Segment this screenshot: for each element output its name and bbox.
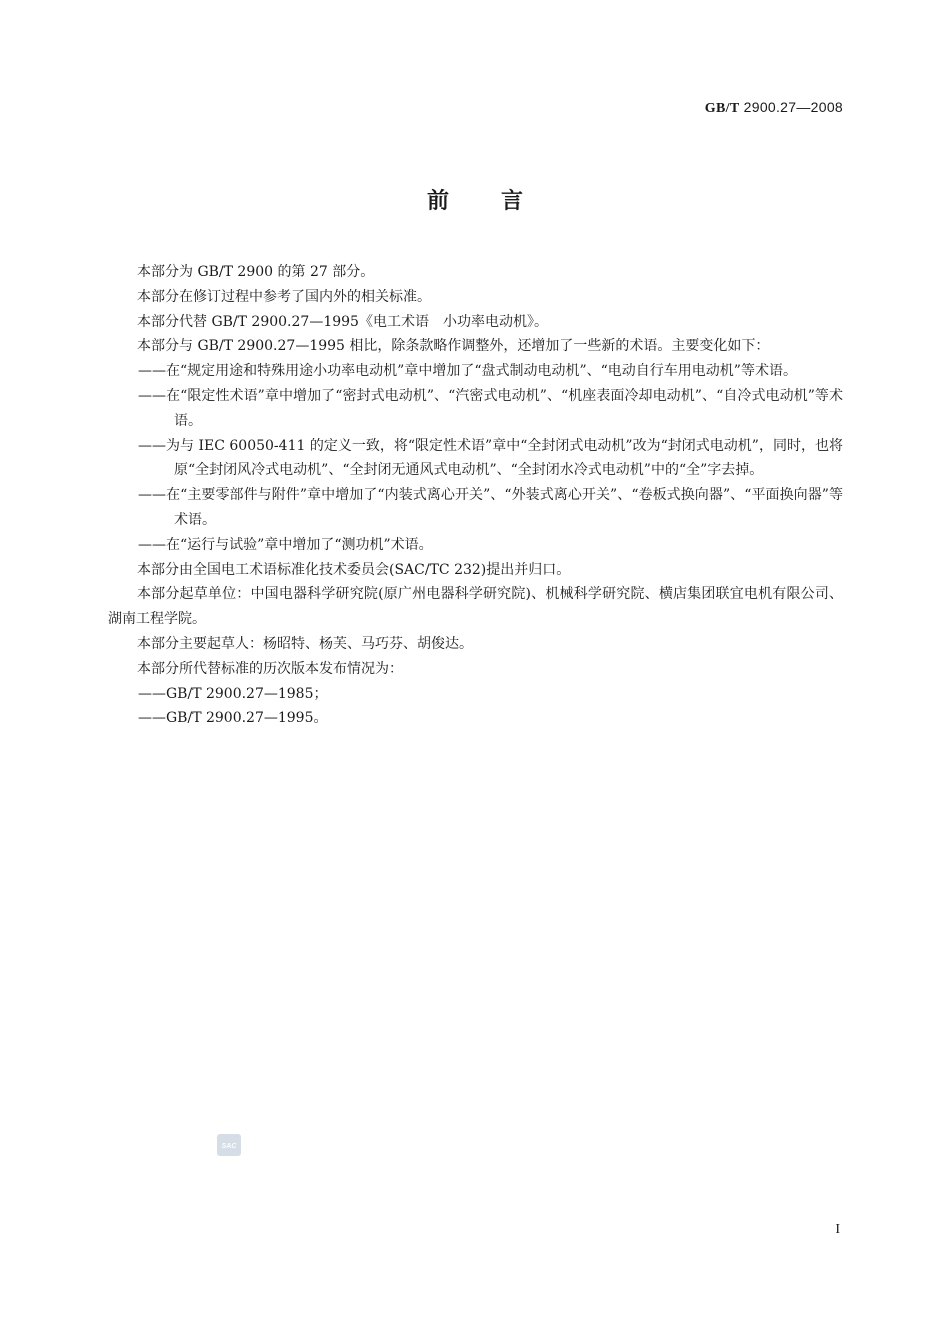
document-header bbox=[705, 99, 843, 117]
paragraph: 本部分所代替标准的历次版本发布情况为： bbox=[137, 660, 403, 677]
standard-code: GB/T bbox=[704, 101, 740, 116]
change-item: ——在“限定性术语”章中增加了“密封式电动机”、“汽密式电动机”、“机座表面冷却电动机”、“自冷式电动机”等术语。 bbox=[138, 387, 843, 429]
paragraph: 本部分主要起草人：杨昭特、杨芙、马巧芬、胡俊达。 bbox=[137, 635, 473, 652]
paragraph: 本部分与 GB/T 2900.27—1995 相比，除条款略作调整外，还增加了一些新的术语。主要变化如下： bbox=[137, 338, 770, 355]
foreword-body bbox=[108, 260, 843, 731]
standard-number: 2900.27—2008 bbox=[739, 99, 843, 115]
page-title: 前言 bbox=[426, 189, 575, 214]
change-item: ——在“规定用途和特殊用途小功率电动机”章中增加了“盘式制动电动机”、“电动自行车用电动机”等术语。 bbox=[138, 363, 797, 380]
change-item: ——为与 IEC 60050-411 的定义一致，将“限定性术语”章中“全封闭式电动机”改为“封闭式电动机”，同时，也将原“全封闭风冷式电动机”、“全封闭无通风式电动机”、“全封闭水冷式电动机”中的“全”字去掉。 bbox=[138, 437, 843, 479]
paragraph: 本部分代替 GB/T 2900.27—1995《电工术语 小功率电动机》。 bbox=[137, 313, 548, 330]
paragraph: 本部分由全国电工术语标准化技术委员会(SAC/TC 232)提出并归口。 bbox=[137, 561, 571, 578]
change-item: ——在“主要零部件与附件”章中增加了“内装式离心开关”、“外装式离心开关”、“卷板式换向器”、“平面换向器”等术语。 bbox=[138, 487, 843, 528]
version-item: ——GB/T 2900.27—1995。 bbox=[138, 710, 328, 727]
page-number: I bbox=[835, 1222, 840, 1237]
paragraph: 本部分为 GB/T 2900 的第 27 部分。 bbox=[137, 264, 375, 280]
version-item: ——GB/T 2900.27—1985； bbox=[138, 685, 328, 702]
svg-text:SAC: SAC bbox=[221, 1143, 237, 1150]
sac-logo-icon bbox=[216, 1133, 242, 1157]
change-item: ——在“运行与试验”章中增加了“测功机”术语。 bbox=[138, 536, 433, 553]
paragraph: 本部分起草单位：中国电器科学研究院(原广州电器科学研究院)、机械科学研究院、横店集团联宜电机有限公司、湖南工程学院。 bbox=[108, 586, 843, 628]
paragraph: 本部分在修订过程中参考了国内外的相关标准。 bbox=[137, 288, 431, 305]
